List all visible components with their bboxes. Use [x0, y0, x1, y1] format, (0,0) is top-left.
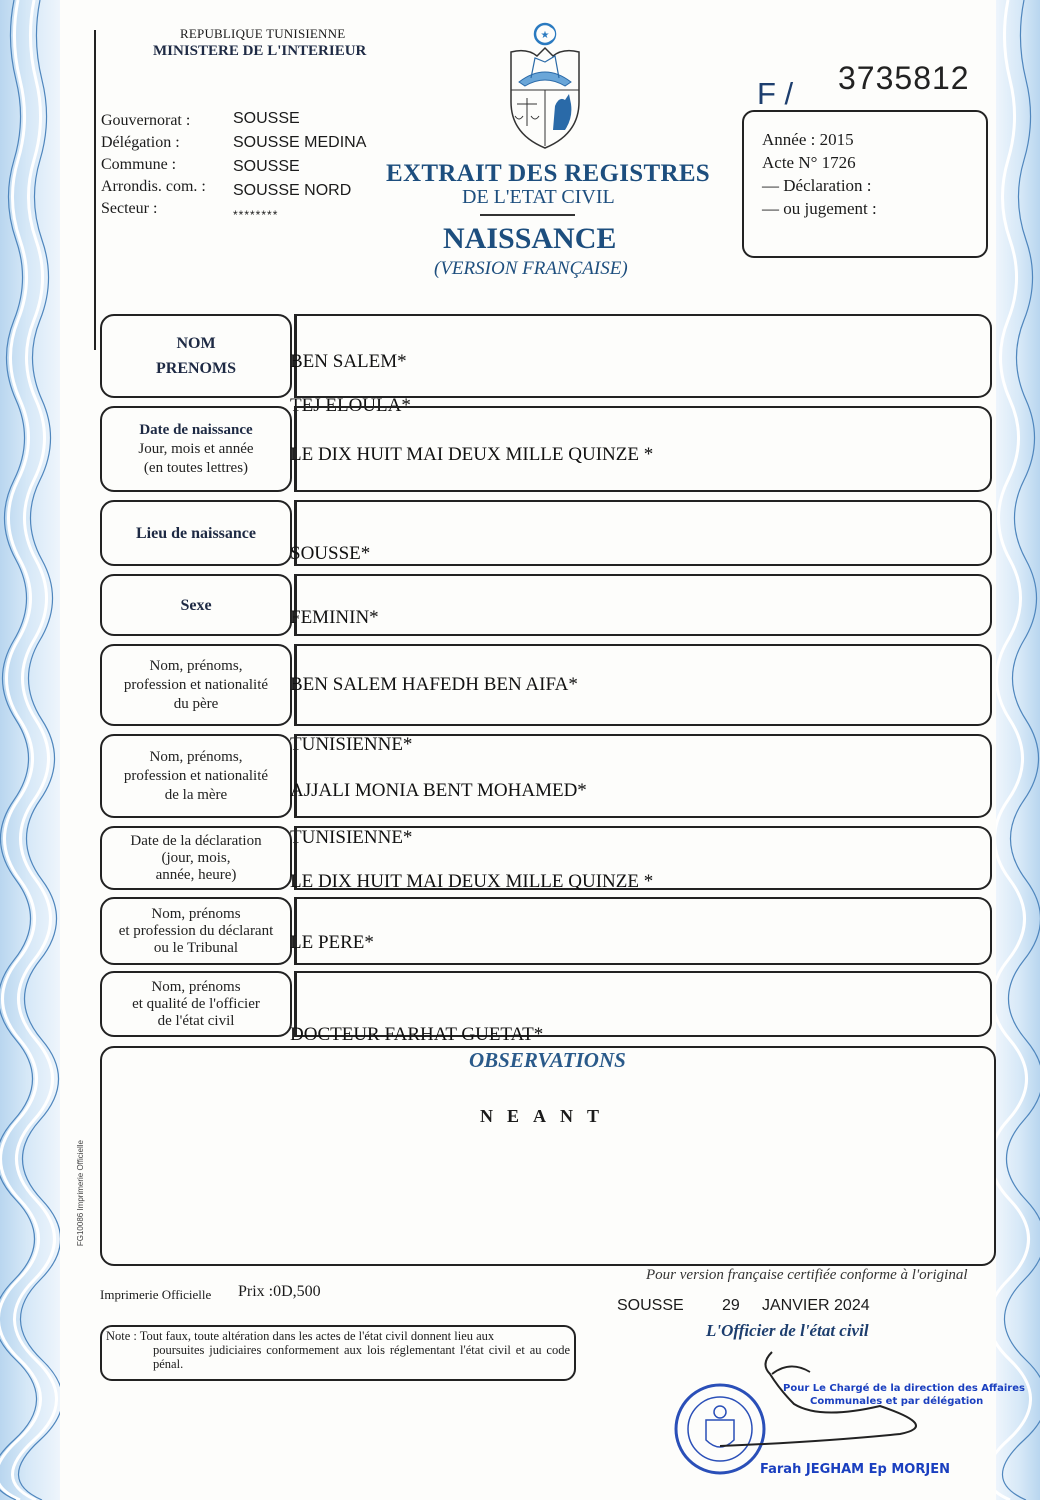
observations-content: NEANT	[480, 1106, 614, 1126]
annee-label: Année :	[762, 130, 816, 149]
label-line: (jour, mois,	[161, 849, 231, 866]
row-label	[100, 314, 292, 398]
admin-labels	[101, 110, 206, 220]
tunisia-coat-of-arms-icon	[505, 22, 585, 152]
row-sexe	[100, 574, 992, 636]
acte-label: Acte N°	[762, 153, 818, 172]
acte-details	[762, 128, 877, 220]
value-prenoms: TEJ ELOULA*	[290, 395, 411, 416]
imprimerie-label: Imprimerie Officielle	[100, 1287, 212, 1302]
label-line: PRENOMS	[156, 360, 236, 377]
value-mere-nationalite: TUNISIENNE*	[290, 827, 413, 848]
issue-day: 29	[722, 1297, 740, 1314]
label-gouvernorat: Gouvernorat :	[101, 112, 191, 129]
label-secteur: Secteur :	[101, 200, 158, 217]
value-nom: BEN SALEM*	[290, 351, 407, 372]
row-label	[100, 897, 292, 965]
label-line: ou le Tribunal	[153, 939, 239, 956]
label-line: Nom, prénoms,	[149, 748, 243, 765]
issue-month-year: JANVIER 2024	[762, 1297, 870, 1314]
label-line: Date de la déclaration	[130, 832, 262, 849]
serial-number: 3735812	[838, 60, 970, 96]
ministry-heading: MINISTERE DE L'INTERIEUR	[153, 43, 367, 59]
label-line: et profession du déclarant	[118, 922, 274, 939]
document-subtitle: DE L'ETAT CIVIL	[462, 186, 615, 208]
admin-values	[233, 107, 366, 227]
label-line: de la mère	[164, 786, 228, 803]
annee-value: 2015	[819, 130, 854, 149]
row-label	[100, 971, 292, 1037]
value-date-naissance: LE DIX HUIT MAI DEUX MILLE QUINZE *	[290, 444, 654, 465]
label-line: (en toutes lettres)	[143, 459, 249, 476]
label-line: Sexe	[180, 596, 212, 614]
label-delegation: Délégation :	[101, 134, 180, 151]
security-border-left	[0, 0, 60, 1500]
row-value-box	[294, 500, 992, 566]
document-type: NAISSANCE	[443, 222, 617, 255]
price-label: Prix :0D,500	[238, 1283, 321, 1300]
value-commune: SOUSSE	[233, 158, 300, 175]
row-value-box	[294, 734, 992, 818]
signer-name: Farah JEGHAM Ep MORJEN	[760, 1462, 950, 1477]
serial-prefix: F /	[757, 76, 794, 111]
value-officier: DOCTEUR FARHAT GUETAT*	[290, 1024, 544, 1045]
officer-title: L'Officier de l'état civil	[706, 1321, 869, 1340]
label-line: année, heure)	[155, 866, 237, 883]
document-title: EXTRAIT DES REGISTRES	[386, 160, 711, 187]
note-line: Note : Tout faux, toute altération dans les actes de l'état civil donnent lieu aux	[106, 1329, 495, 1343]
label-line: et qualité de l'officier	[132, 995, 260, 1012]
value-declarant: LE PERE*	[290, 932, 374, 953]
title-divider	[480, 214, 575, 216]
label-line: Lieu de naissance	[135, 524, 256, 542]
label-line: Nom, prénoms	[151, 978, 241, 995]
jugement-label: — ou jugement :	[762, 199, 877, 218]
republic-heading: REPUBLIQUE TUNISIENNE	[180, 26, 346, 41]
legal-note	[106, 1329, 570, 1371]
margin-rule	[94, 30, 96, 350]
row-mere	[100, 734, 992, 818]
delegation-line-2: Communales et par délégation	[810, 1396, 984, 1407]
row-label	[100, 734, 292, 818]
value-pere-nom: BEN SALEM HAFEDH BEN AIFA*	[290, 674, 578, 695]
label-line: de l'état civil	[157, 1012, 235, 1029]
printer-reference: FG10086 Imprimerie Officielle	[76, 1140, 85, 1247]
declaration-label: — Déclaration :	[762, 176, 872, 195]
row-value-box	[294, 897, 992, 965]
label-line: Jour, mois et année	[138, 440, 254, 457]
certification-text: Pour version française certifiée conforme à l'original	[646, 1267, 968, 1283]
label-line: NOM	[176, 335, 216, 352]
value-secteur: ********	[233, 208, 279, 222]
row-officier	[100, 971, 992, 1037]
row-label	[100, 826, 292, 890]
row-label	[100, 406, 292, 492]
value-delegation: SOUSSE MEDINA	[233, 134, 367, 151]
value-arrondissement: SOUSSE NORD	[233, 182, 352, 199]
label-line: profession et nationalité	[123, 767, 269, 784]
value-pere-nationalite: TUNISIENNE*	[290, 734, 413, 755]
observations-box	[100, 1046, 996, 1266]
row-value-box	[294, 574, 992, 636]
issue-place: SOUSSE	[617, 1297, 684, 1314]
label-line: du père	[173, 695, 219, 712]
value-gouvernorat: SOUSSE	[233, 110, 300, 127]
wave-pattern-icon	[0, 0, 60, 1500]
observations-title: OBSERVATIONS	[469, 1048, 626, 1072]
row-lieu-naissance	[100, 500, 992, 566]
value-lieu-naissance: SOUSSE*	[290, 543, 371, 564]
label-commune: Commune :	[101, 156, 177, 173]
value-date-declaration: LE DIX HUIT MAI DEUX MILLE QUINZE *	[290, 871, 654, 892]
svg-text:★: ★	[540, 30, 550, 41]
value-sexe: FEMININ*	[290, 607, 379, 628]
row-nom-prenoms	[100, 314, 992, 398]
note-line: poursuites judiciaires conformement aux lois réglementant l'état civil et au code pénal.	[153, 1343, 570, 1371]
value-mere-nom: AJJALI MONIA BENT MOHAMED*	[290, 780, 587, 801]
acte-value: 1726	[821, 153, 856, 172]
document-version: (VERSION FRANÇAISE)	[434, 258, 628, 279]
label-line: Nom, prénoms,	[149, 657, 243, 674]
row-label	[100, 500, 292, 566]
wave-pattern-icon	[996, 0, 1040, 1500]
label-line: Nom, prénoms	[151, 905, 241, 922]
row-label	[100, 644, 292, 726]
row-label	[100, 574, 292, 636]
row-declarant	[100, 897, 992, 965]
label-line: profession et nationalité	[123, 676, 269, 693]
security-border-right	[996, 0, 1040, 1500]
label-line: Date de naissance	[139, 421, 253, 438]
delegation-line-1: Pour Le Chargé de la direction des Affaires	[783, 1383, 1025, 1394]
label-arrondissement: Arrondis. com. :	[101, 178, 206, 195]
